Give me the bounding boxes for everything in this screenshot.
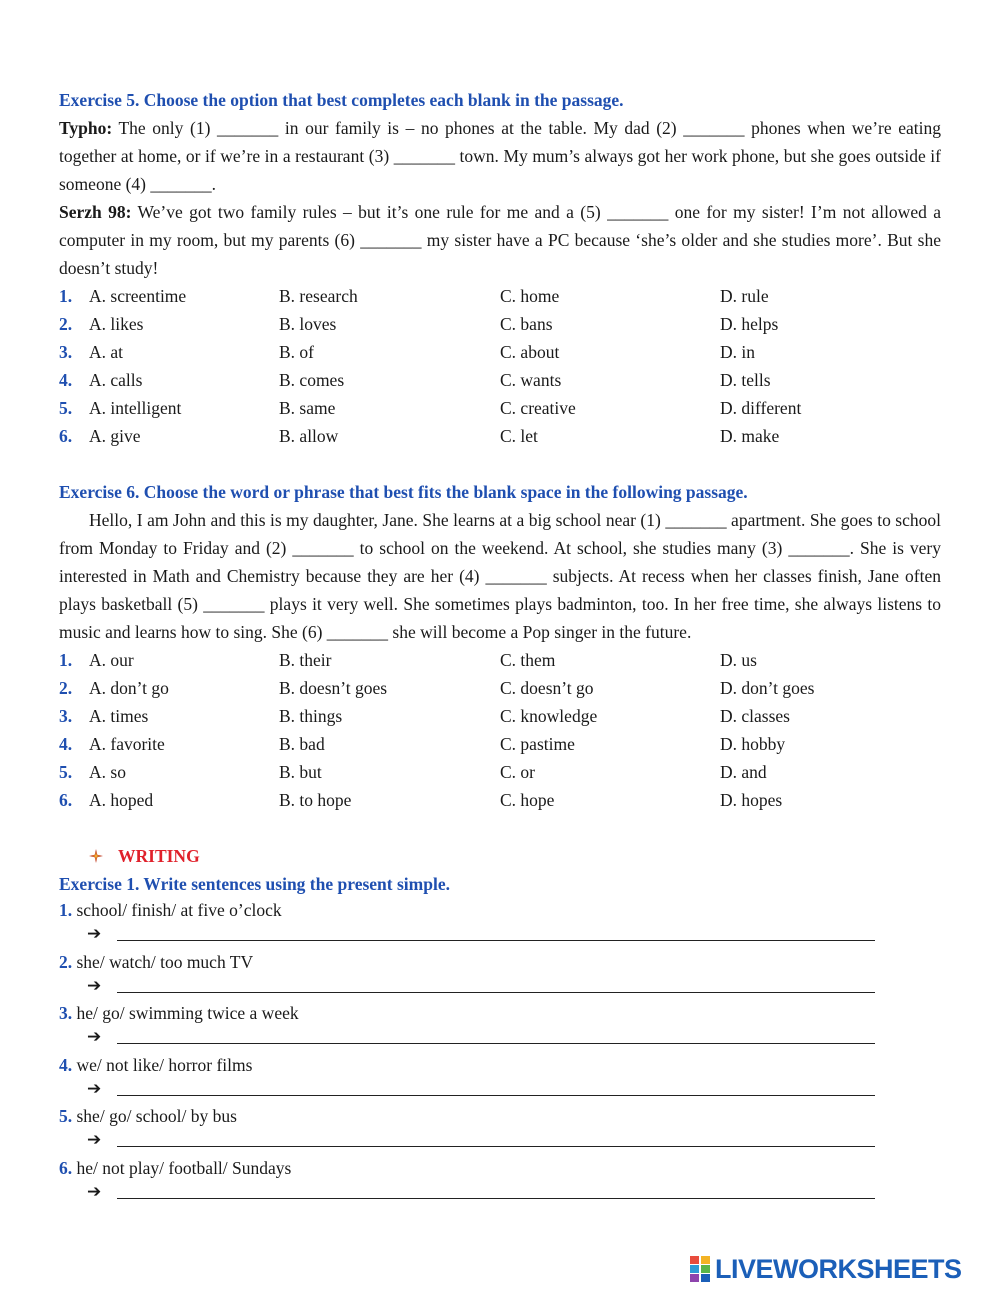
option-d[interactable]: D. in [720,342,755,362]
writing-item [59,1104,941,1156]
option-d[interactable]: D. rule [720,286,769,306]
option-b[interactable]: B. comes [279,370,345,390]
option-c[interactable]: C. them [500,650,556,670]
writing-items [59,898,941,1207]
question-row [59,730,941,758]
question-number: 4. [59,370,73,390]
option-c[interactable]: C. about [500,342,560,362]
passage-text-typho: The only (1) _______ in our family is – no phones at the table. My dad (2) _______ phones when we’re eating together at home, or if we’re in a restaurant (3) _______ town. My mum’s always got her work phone, but she goes outside if someone (4) _______. [59,118,941,194]
option-a[interactable]: A. calls [89,370,143,390]
arrow-icon: ➔ [87,975,102,996]
answer-input[interactable] [117,1198,875,1199]
option-b[interactable]: B. loves [279,314,337,334]
answer-input[interactable] [117,992,875,993]
exercise-6-options [59,646,941,814]
logo-squares-icon [690,1256,712,1282]
answer-row [59,922,941,950]
option-d[interactable]: D. us [720,650,757,670]
writing-item [59,898,941,950]
option-d[interactable]: D. helps [720,314,779,334]
liveworksheets-logo [690,1254,962,1284]
question-row [59,366,941,394]
option-b[interactable]: B. research [279,286,358,306]
spacer [59,814,941,842]
prompt-text: she/ watch/ too much TV [72,951,254,972]
item-number: 5. [59,1106,73,1126]
option-a[interactable]: A. give [89,426,141,446]
exercise-5-heading: Exercise 5. Choose the option that best completes each blank in the passage. [59,90,624,110]
option-d[interactable]: D. hopes [720,790,783,810]
speaker-typho: Typho: [59,118,113,138]
option-d[interactable]: D. classes [720,706,790,726]
option-c[interactable]: C. or [500,762,535,782]
speaker-serzh: Serzh 98: [59,202,132,222]
exercise-5-options [59,282,941,450]
passage-paragraph-serzh [59,198,941,282]
option-c[interactable]: C. hope [500,790,555,810]
answer-input[interactable] [117,1146,875,1147]
option-b[interactable]: B. bad [279,734,325,754]
option-d[interactable]: D. and [720,762,767,782]
item-number: 2. [59,951,73,972]
option-a[interactable]: A. at [89,342,124,362]
arrow-icon: ➔ [87,1078,102,1099]
question-number: 1. [59,650,73,670]
writing-prompt [59,898,941,922]
option-b[interactable]: B. same [279,398,336,418]
option-c[interactable]: C. home [500,286,560,306]
question-number: 4. [59,734,73,754]
option-b[interactable]: B. their [279,650,332,670]
writing-title: WRITING [118,846,200,866]
prompt-text: she/ go/ school/ by bus [72,1106,237,1126]
option-a[interactable]: A. times [89,706,149,726]
passage-text-serzh: We’ve got two family rules – but it’s one rule for me and a (5) _______ one for my sister! I’m not allowed a computer in my room, but my parents (6) _______ my sister have a PC because ‘she’s older and she studies more’. But she doesn’t study! [59,202,941,278]
question-number: 2. [59,678,73,698]
option-a[interactable]: A. hoped [89,790,154,810]
item-number: 3. [59,1003,73,1023]
question-row [59,674,941,702]
question-row [59,310,941,338]
spacer [59,450,941,478]
option-b[interactable]: B. but [279,762,322,782]
arrow-icon: ➔ [87,924,102,944]
option-c[interactable]: C. wants [500,370,562,390]
question-number: 3. [59,706,73,726]
prompt-text: he/ go/ swimming twice a week [72,1003,299,1023]
option-d[interactable]: D. tells [720,370,771,390]
four-point-star-icon [89,842,103,870]
question-number: 6. [59,790,73,810]
writing-prompt [59,1053,941,1077]
option-b[interactable]: B. of [279,342,314,362]
answer-input[interactable] [117,940,875,941]
answer-input[interactable] [117,1043,875,1044]
answer-input[interactable] [117,1095,875,1096]
writing-section-header [59,842,941,870]
question-row [59,338,941,366]
question-row [59,422,941,450]
option-c[interactable]: C. doesn’t go [500,678,594,698]
arrow-icon: ➔ [87,1130,102,1150]
exercise-6-heading: Exercise 6. Choose the word or phrase that best fits the blank space in the following passage. [59,482,748,502]
option-c[interactable]: C. creative [500,398,576,418]
option-a[interactable]: A. intelligent [89,398,182,418]
question-row [59,282,941,310]
exercise-5-passage [59,114,941,282]
prompt-text: he/ not play/ football/ Sundays [72,1157,292,1178]
answer-row [59,1025,941,1053]
writing-prompt [59,1156,941,1180]
writing-prompt [59,1001,941,1025]
writing-item [59,1156,941,1208]
question-row [59,786,941,814]
writing-exercise-1-heading: Exercise 1. Write sentences using the present simple. [59,874,450,894]
option-c[interactable]: C. bans [500,314,553,334]
question-number: 3. [59,342,73,362]
option-c[interactable]: C. let [500,426,538,446]
writing-prompt [59,1104,941,1128]
option-b[interactable]: B. allow [279,426,339,446]
option-d[interactable]: D. different [720,398,802,418]
writing-prompt [59,950,941,974]
item-number: 1. [59,900,73,920]
option-a[interactable]: A. screentime [89,286,187,306]
arrow-icon: ➔ [87,1027,102,1047]
exercise-6-passage [59,506,941,646]
logo-text: LIVEWORKSHEETS [715,1254,962,1284]
option-b[interactable]: B. doesn’t goes [279,678,388,698]
option-a[interactable]: A. likes [89,314,144,334]
question-row [59,394,941,422]
answer-row [59,1128,941,1156]
question-number: 1. [59,286,73,306]
passage-text-john: Hello, I am John and this is my daughter, Jane. She learns at a big school near (1) _______ apartment. She goes to school from Monday to Friday and (2) _______ to school on the weekend. At school, she studies many (3) _______. She is very interested in Math and Chemistry because they are her (4) _______ subjects. At recess when her classes finish, Jane often plays basketball (5) _______ plays it very well. She sometimes plays badminton, too. In her free time, she always listens to music and learns how to sing. She (6) _______ she will become a Pop singer in the future. [59,510,941,642]
item-number: 6. [59,1157,73,1178]
writing-item [59,1053,941,1105]
option-d[interactable]: D. make [720,426,780,446]
question-number: 5. [59,398,73,418]
writing-item [59,1001,941,1053]
question-row [59,702,941,730]
option-d[interactable]: D. don’t goes [720,678,815,698]
option-c[interactable]: C. pastime [500,734,575,754]
prompt-text: we/ not like/ horror films [72,1054,253,1075]
answer-row [59,974,941,1002]
answer-row [59,1180,941,1208]
passage-paragraph-typho [59,114,941,198]
item-number: 4. [59,1054,73,1075]
question-number: 2. [59,314,73,334]
question-row [59,758,941,786]
option-c[interactable]: C. knowledge [500,706,598,726]
option-a[interactable]: A. don’t go [89,678,169,698]
question-number: 5. [59,762,73,782]
writing-item [59,950,941,1002]
option-a[interactable]: A. so [89,762,126,782]
option-b[interactable]: B. to hope [279,790,352,810]
option-a[interactable]: A. our [89,650,134,670]
question-number: 6. [59,426,73,446]
option-d[interactable]: D. hobby [720,734,786,754]
question-row [59,646,941,674]
worksheet-page [59,86,941,1207]
option-a[interactable]: A. favorite [89,734,165,754]
arrow-icon: ➔ [87,1181,102,1202]
answer-row [59,1077,941,1105]
option-b[interactable]: B. things [279,706,343,726]
prompt-text: school/ finish/ at five o’clock [72,900,282,920]
